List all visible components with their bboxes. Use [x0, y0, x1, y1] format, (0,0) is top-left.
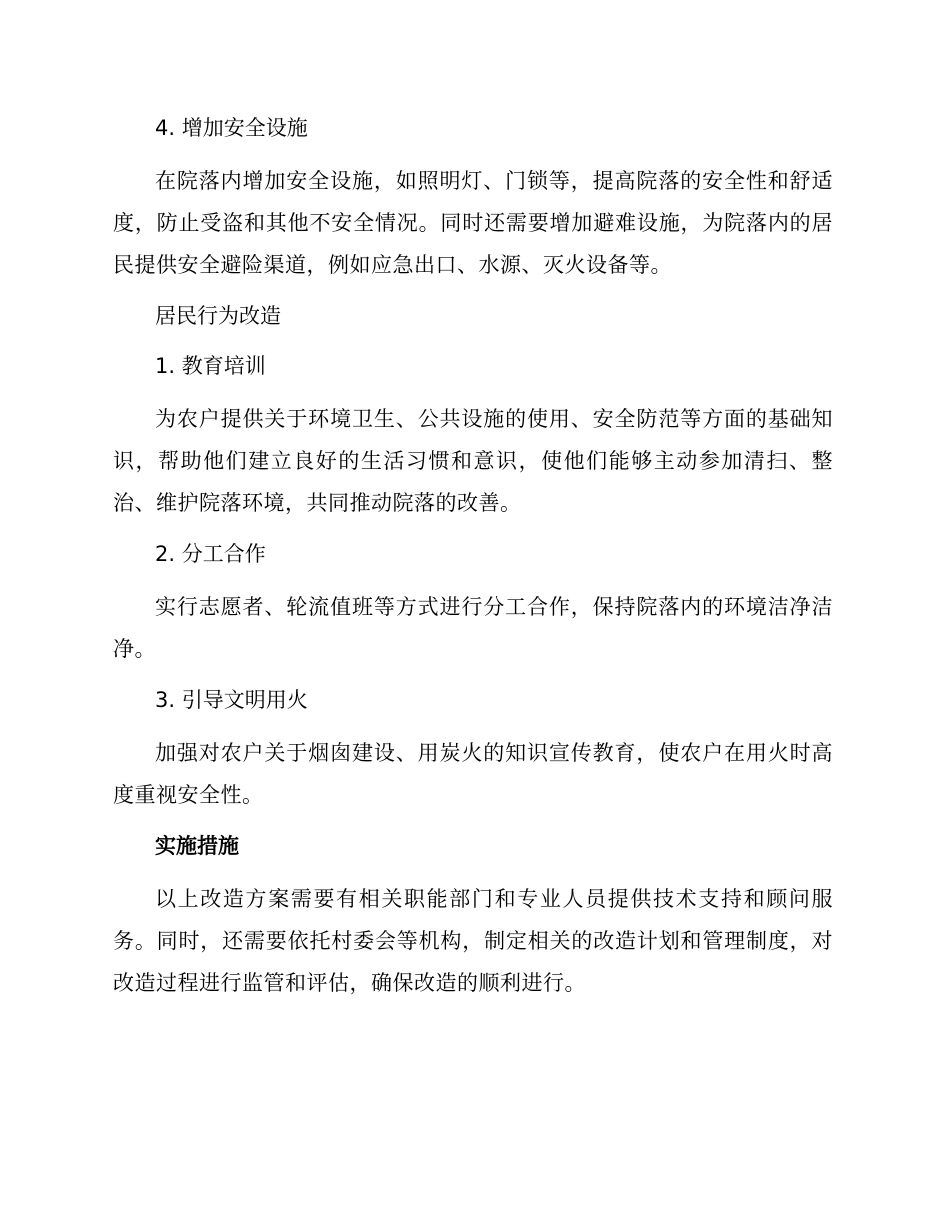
paragraph-education-training: 为农户提供关于环境卫生、公共设施的使用、安全防范等方面的基础知识，帮助他们建立良好的生活习惯和意识，使他们能够主动参加清扫、整治、维护院落环境，共同推动院落的改善。	[113, 407, 833, 515]
paragraph-civilized-fire-use: 加强对农户关于烟囱建设、用炭火的知识宣传教育，使农户在用火时高度重视安全性。	[113, 741, 833, 807]
section-heading-education-training: 1. 教育培训	[155, 354, 266, 378]
section-heading-division-cooperation: 2. 分工合作	[155, 542, 266, 566]
paragraph-safety-facilities: 在院落内增加安全设施，如照明灯、门锁等，提高院落的安全性和舒适度，防止受盗和其他不安全情况。同时还需要增加避难设施，为院落内的居民提供安全避险渠道，例如应急出口、水源、灭火设备等。	[113, 169, 833, 277]
paragraph-implementation: 以上改造方案需要有相关职能部门和专业人员提供技术支持和顾问服务。同时，还需要依托村委会等机构，制定相关的改造计划和管理制度，对改造过程进行监管和评估，确保改造的顺利进行。	[113, 887, 833, 995]
document-body	[113, 110, 833, 1016]
section-heading-resident-behavior: 居民行为改造	[155, 304, 281, 328]
paragraph-division-cooperation: 实行志愿者、轮流值班等方式进行分工合作，保持院落内的环境洁净洁净。	[113, 595, 833, 661]
section-heading-civilized-fire-use: 3. 引导文明用火	[155, 688, 308, 712]
section-heading-safety-facilities: 4. 增加安全设施	[155, 116, 308, 140]
section-heading-implementation: 实施措施	[155, 834, 239, 858]
